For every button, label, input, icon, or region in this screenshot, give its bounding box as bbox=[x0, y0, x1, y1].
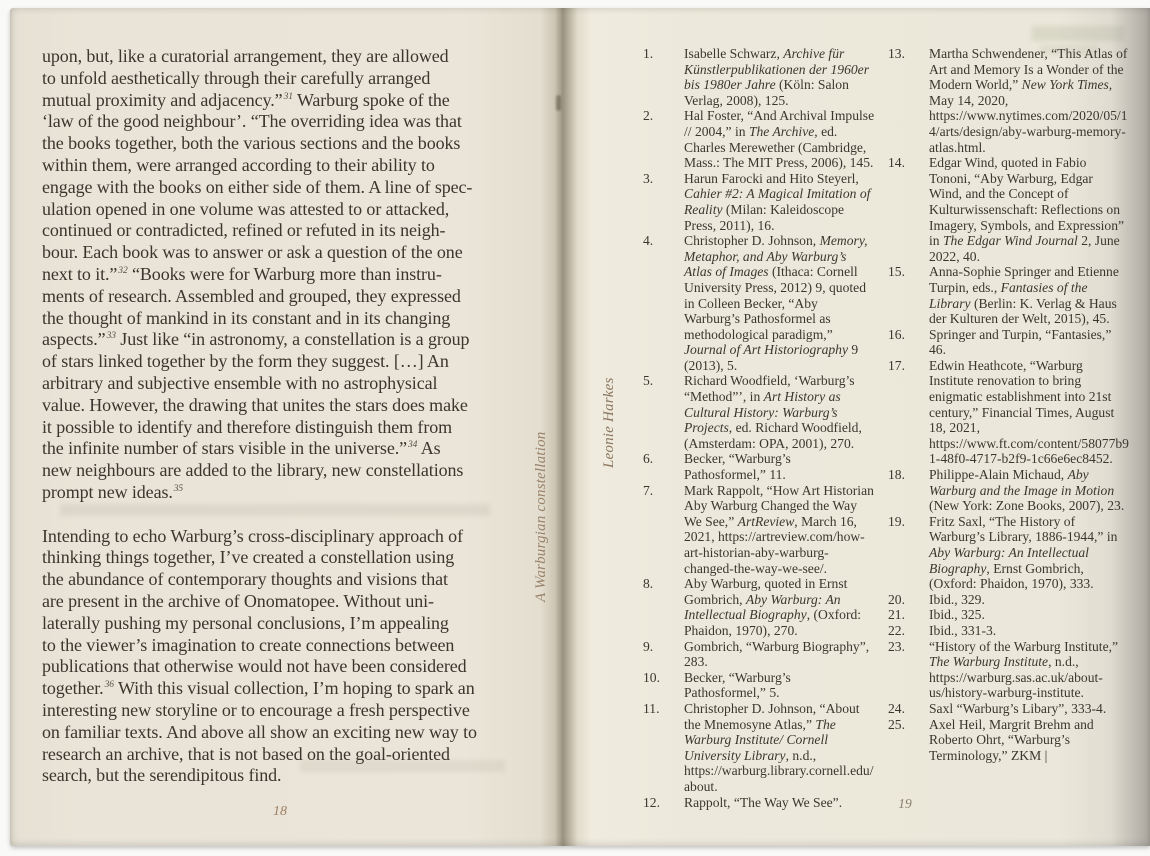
italic-title-run: Journal of Art Historiography bbox=[684, 342, 849, 358]
text-run: , n.d., https://warburg.library.cornell.edu/about. bbox=[684, 747, 874, 794]
text-line bbox=[42, 395, 547, 417]
text-run: mutual proximity and adjacency.” bbox=[42, 89, 283, 110]
text-line bbox=[42, 678, 547, 700]
text-run: , (Oxford: Phaidon, 1970), 270. bbox=[684, 607, 862, 638]
text-run: Rappolt, “The Way We See”. bbox=[684, 794, 843, 810]
italic-title-run: ArtReview bbox=[737, 513, 795, 529]
note-item bbox=[888, 592, 1129, 608]
text-run: Isabelle Schwarz, bbox=[684, 46, 784, 61]
note-item bbox=[643, 171, 876, 233]
note-text bbox=[684, 233, 876, 373]
footnote-marker: 34 bbox=[408, 440, 418, 451]
note-text bbox=[929, 623, 1129, 639]
text-run: ‘law of the good neighbour’. “The overriding idea was that bbox=[42, 111, 462, 132]
text-line bbox=[42, 90, 547, 112]
text-run: upon, but, like a curatorial arrangement, they are allowed bbox=[42, 46, 449, 66]
text-run: , ed. Richard Woodfield, (Amsterdam: OPA, 2001), 270. bbox=[684, 420, 862, 451]
text-run: (Berlin: K. Verlag & Haus der Kulturen der Welt, 2015), 45. bbox=[929, 295, 1117, 327]
footnote-marker: 31 bbox=[283, 91, 293, 102]
note-number: 11. bbox=[643, 700, 660, 716]
note-text bbox=[684, 46, 876, 108]
footnote-marker: 35 bbox=[173, 483, 184, 494]
note-text bbox=[684, 576, 876, 638]
text-run: Aby Warburg, quoted in Ernst Gombrich, bbox=[684, 576, 848, 607]
text-run: of stars linked together by the form they suggest. […] An bbox=[42, 351, 449, 372]
text-run: bour. Each book was to answer or ask a question of the one bbox=[42, 242, 463, 263]
text-run: Christopher D. Johnson, “About the Mnemosyne Atlas,” bbox=[684, 700, 860, 732]
note-text bbox=[929, 358, 1129, 467]
note-number: 8. bbox=[643, 576, 654, 592]
margin-caption-title: A Warburgian constellation bbox=[533, 431, 549, 602]
italic-title-run: The Archive bbox=[748, 123, 815, 139]
text-run: interesting new storyline or to encourage a fresh perspective bbox=[42, 699, 470, 720]
text-line bbox=[42, 613, 547, 635]
note-number: 2. bbox=[643, 108, 654, 124]
text-run: Gombrich, “Warburg Biography”, 283. bbox=[684, 638, 870, 670]
text-run: Ibid., 329. bbox=[929, 591, 985, 607]
text-run: prompt new ideas. bbox=[42, 481, 173, 502]
text-run: search, but the serendipitous find. bbox=[42, 765, 282, 786]
note-number: 23. bbox=[888, 638, 905, 654]
text-run: , Ernst Gombrich, (Oxford: Phaidon, 1970), 333. bbox=[929, 560, 1094, 592]
text-line bbox=[42, 635, 547, 657]
note-text bbox=[684, 670, 876, 701]
note-number: 10. bbox=[643, 669, 660, 685]
text-run: , n.d., https://warburg.sas.ac.uk/about-us/history-warburg-institute. bbox=[929, 654, 1103, 701]
text-run: Edwin Heathcote, “Warburg Institute renovation to bring enigmatic establishment into 21st century,” Financial Times, August 18, 2021, https://www.ft.com/content/58077b91-48f0-4717-b2f9-1c66e6ec8452. bbox=[929, 357, 1129, 467]
note-number: 25. bbox=[888, 716, 905, 732]
text-run: the infinite number of stars visible in the universe.” bbox=[42, 438, 408, 459]
text-run: (Köln: Salon Verlag, 2008), 125. bbox=[684, 77, 849, 108]
note-number: 13. bbox=[888, 46, 905, 61]
text-run: As bbox=[417, 438, 441, 459]
text-run: 2, June 2022, 40. bbox=[929, 233, 1120, 264]
text-line bbox=[42, 308, 547, 330]
note-item bbox=[888, 155, 1129, 264]
text-line bbox=[42, 482, 547, 504]
note-text bbox=[684, 171, 876, 233]
text-run: Axel Heil, Margrit Brehm and Roberto Ohrt, “Warburg’s Terminology,” ZKM | bbox=[929, 716, 1094, 763]
note-number: 7. bbox=[643, 482, 654, 498]
italic-title-run: Aby Warburg: An Intellectual Biography bbox=[929, 545, 1089, 576]
italic-title-run: Cahier #2: A Magical Imitation of Reality bbox=[684, 186, 871, 217]
text-line bbox=[42, 438, 547, 460]
text-run: ments of research. Assembled and grouped, they expressed bbox=[42, 285, 461, 306]
text-run: Fritz Saxl, “The History of Warburg’s Library, 1886-1944,” in bbox=[929, 513, 1118, 545]
note-item bbox=[643, 233, 876, 373]
note-item bbox=[888, 264, 1129, 326]
body-paragraph bbox=[42, 526, 547, 788]
text-run: Saxl “Warburg’s Libary”, 333-4. bbox=[929, 700, 1107, 716]
text-run: the abundance of contemporary thoughts and visions that bbox=[42, 569, 448, 590]
text-line bbox=[42, 591, 547, 613]
note-item bbox=[643, 639, 876, 670]
note-item bbox=[643, 701, 876, 795]
note-number: 9. bbox=[643, 638, 654, 654]
text-line bbox=[42, 111, 547, 133]
bleedthrough-smudge bbox=[1032, 26, 1124, 41]
text-run: the books together, both the various sections and the books bbox=[42, 133, 461, 154]
text-run: With this visual collection, I’m hoping to spark an bbox=[113, 678, 475, 699]
page-number-right: 19 bbox=[898, 796, 912, 811]
text-line bbox=[42, 460, 547, 482]
note-number: 12. bbox=[643, 794, 660, 810]
text-line bbox=[42, 242, 547, 264]
text-run: ulation opened in one volume was attested to or attacked, bbox=[42, 198, 450, 219]
text-line bbox=[42, 700, 547, 722]
body-text-block bbox=[42, 46, 547, 787]
note-number: 3. bbox=[643, 170, 654, 186]
note-text bbox=[929, 467, 1129, 514]
note-item bbox=[888, 623, 1129, 639]
text-run: it possible to identify and therefore distinguish them from bbox=[42, 416, 453, 437]
note-number: 17. bbox=[888, 357, 905, 373]
text-run: (New York: Zone Books, 2007), 23. bbox=[929, 498, 1125, 514]
footnote-marker: 33 bbox=[106, 331, 116, 342]
note-text bbox=[929, 327, 1129, 358]
text-line bbox=[42, 351, 547, 373]
text-run: Hal Foster, “And Archival Impulse // 2004,” in bbox=[684, 108, 875, 139]
text-run: thinking things together, I’ve created a constellation using bbox=[42, 547, 455, 568]
text-line bbox=[42, 177, 547, 199]
text-run: to the viewer’s imagination to create connections between bbox=[42, 634, 455, 655]
note-text bbox=[684, 451, 876, 482]
text-run: Harun Farocki and Hito Steyerl, bbox=[684, 170, 859, 186]
text-run: (Milan: Kaleidoscope Press, 2011), 16. bbox=[684, 201, 845, 233]
text-line bbox=[42, 547, 547, 569]
note-item bbox=[888, 467, 1129, 514]
margin-caption-author: Leonie Harkes bbox=[601, 377, 617, 468]
text-line bbox=[42, 329, 547, 351]
note-item bbox=[888, 639, 1129, 701]
text-run: continued or contradicted, refined or refuted in its neigh- bbox=[42, 220, 446, 241]
text-run: Mark Rappolt, “How Art Historian Aby Warburg Changed the Way We See,” bbox=[684, 482, 874, 529]
note-item bbox=[888, 514, 1129, 592]
text-run: Intending to echo Warburg’s cross-disciplinary approach of bbox=[42, 525, 463, 546]
endnotes-column-1 bbox=[643, 46, 876, 810]
text-run: , March 16, 2021, https://artreview.com/how-art-historian-aby-warburg-changed-the-way-we-see/. bbox=[684, 513, 865, 576]
note-item bbox=[643, 46, 876, 108]
footnote-marker: 32 bbox=[118, 265, 128, 276]
text-line bbox=[42, 68, 547, 90]
text-line bbox=[42, 133, 547, 155]
note-text bbox=[929, 592, 1129, 608]
text-run: engage with the books on either side of them. A line of spec- bbox=[42, 176, 473, 197]
note-number: 6. bbox=[643, 451, 654, 467]
note-text bbox=[929, 639, 1129, 701]
text-run: Martha Schwendener, “This Atlas of Art and Memory Is a Wonder of the Modern World,” bbox=[929, 46, 1128, 93]
text-run: Philippe-Alain Michaud, bbox=[929, 467, 1068, 483]
text-run: , May 14, 2020, https://www.nytimes.com/2020/05/14/arts/design/aby-warburg-memory-atlas.html. bbox=[929, 77, 1128, 155]
text-run: on familiar texts. And above all show an exciting new way to bbox=[42, 721, 477, 742]
note-item bbox=[643, 483, 876, 577]
note-item bbox=[888, 717, 1129, 764]
note-number: 18. bbox=[888, 467, 905, 483]
text-run: aspects.” bbox=[42, 329, 106, 350]
text-line bbox=[42, 526, 547, 548]
text-line bbox=[42, 286, 547, 308]
note-item bbox=[643, 108, 876, 170]
text-run: publications that otherwise would not have been considered bbox=[42, 656, 467, 677]
italic-title-run: Art History as Cultural History: Warburg’s Projects bbox=[684, 389, 841, 436]
footnote-marker: 36 bbox=[104, 680, 114, 691]
italic-title-run: Memory, Metaphor, and Aby Warburg’s Atlas of Images bbox=[684, 233, 868, 280]
note-text bbox=[684, 701, 876, 795]
note-text bbox=[929, 514, 1129, 592]
italic-title-run: Archive für Künstlerpublikationen der 1960er bis 1980er Jahre bbox=[684, 46, 870, 93]
text-run: Becker, “Warburg’s Pathosformel,” 11. bbox=[684, 451, 791, 483]
italic-title-run: Fantasies of the Library bbox=[929, 279, 1088, 311]
italic-title-run: Aby Warburg: An Intellectual Biography bbox=[684, 591, 841, 623]
text-run: Just like “in astronomy, a constellation is a group bbox=[115, 329, 470, 350]
text-run: Edgar Wind, quoted in Fabio Tononi, “Aby Warburg, Edgar Wind, and the Concept of Kulturwissenschaft: Reflections on Imagery, Symbols, and Expression” in bbox=[929, 155, 1125, 249]
note-text bbox=[929, 717, 1129, 764]
text-run: value. However, the drawing that unites the stars does make bbox=[42, 394, 468, 415]
text-line bbox=[42, 656, 547, 678]
note-item bbox=[888, 327, 1129, 358]
text-run: Anna-Sophie Springer and Etienne Turpin, eds., bbox=[929, 264, 1119, 295]
note-text bbox=[929, 701, 1129, 717]
text-line bbox=[42, 220, 547, 242]
note-text bbox=[929, 46, 1129, 155]
text-run: next to it.” bbox=[42, 263, 118, 284]
note-item bbox=[643, 670, 876, 701]
note-text bbox=[684, 639, 876, 670]
italic-title-run: Aby Warburg and the Image in Motion bbox=[929, 467, 1115, 498]
text-line bbox=[42, 417, 547, 439]
text-run: to unfold aesthetically through their carefully arranged bbox=[42, 67, 431, 88]
note-text bbox=[684, 108, 876, 170]
note-number: 14. bbox=[888, 155, 905, 171]
text-run: Becker, “Warburg’s Pathosformel,” 5. bbox=[684, 669, 791, 701]
text-line bbox=[42, 264, 547, 286]
page-number-left: 18 bbox=[273, 804, 287, 819]
text-run: Warburg spoke of the bbox=[292, 89, 450, 110]
note-item bbox=[643, 576, 876, 638]
note-number: 15. bbox=[888, 264, 905, 280]
note-number: 24. bbox=[888, 700, 905, 716]
note-number: 20. bbox=[888, 591, 905, 607]
endnotes-column-2 bbox=[888, 46, 1129, 763]
italic-title-run: The Edgar Wind Journal bbox=[942, 233, 1078, 249]
body-paragraph bbox=[42, 46, 547, 504]
text-run: Ibid., 325. bbox=[929, 607, 985, 623]
text-run: “Books were for Warburg more than instru- bbox=[127, 263, 442, 284]
italic-title-run: The Warburg Institute bbox=[929, 654, 1049, 670]
text-run: , ed. Charles Merewether (Cambridge, Mass.: The MIT Press, 2006), 145. bbox=[684, 123, 874, 171]
note-text bbox=[684, 373, 876, 451]
text-line bbox=[42, 46, 547, 68]
text-run: 9 (2013), 5. bbox=[684, 342, 859, 373]
note-item bbox=[888, 358, 1129, 467]
note-item bbox=[643, 451, 876, 482]
text-line bbox=[42, 765, 547, 787]
text-run: Ibid., 331-3. bbox=[929, 622, 997, 638]
text-line bbox=[42, 569, 547, 591]
text-run: arbitrary and subjective ensemble with no astrophysical bbox=[42, 372, 438, 393]
text-run: the thought of mankind in its constant and in its changing bbox=[42, 307, 451, 328]
note-text bbox=[684, 795, 876, 811]
note-text bbox=[684, 483, 876, 577]
text-run: Christopher D. Johnson, bbox=[684, 233, 820, 249]
note-item bbox=[643, 795, 876, 811]
note-item bbox=[888, 607, 1129, 623]
text-run: within them, were arranged according to their ability to bbox=[42, 154, 435, 175]
note-item bbox=[888, 46, 1129, 155]
note-text bbox=[929, 607, 1129, 623]
italic-title-run: New York Times bbox=[1021, 77, 1109, 93]
text-run: together. bbox=[42, 678, 104, 699]
text-run: new neighbours are added to the library, new constellations bbox=[42, 460, 464, 481]
text-run: laterally pushing my personal conclusions, I’m appealing bbox=[42, 612, 449, 633]
note-text bbox=[929, 155, 1129, 264]
note-item bbox=[643, 373, 876, 451]
note-number: 21. bbox=[888, 607, 905, 623]
text-line bbox=[42, 744, 547, 766]
text-run: research an archive, that is not based on the goal-oriented bbox=[42, 743, 450, 764]
note-number: 4. bbox=[643, 233, 654, 249]
text-run: are present in the archive of Onomatopee. Without uni- bbox=[42, 590, 434, 611]
italic-title-run: The Warburg Institute/ Cornell University Library bbox=[684, 716, 836, 763]
note-number: 1. bbox=[643, 46, 654, 61]
text-run: Springer and Turpin, “Fantasies,” 46. bbox=[929, 326, 1112, 358]
note-number: 22. bbox=[888, 622, 905, 638]
text-line bbox=[42, 155, 547, 177]
text-run: Richard Woodfield, ‘Warburg’s “Method”’, in bbox=[684, 373, 855, 405]
text-line bbox=[42, 373, 547, 395]
note-number: 5. bbox=[643, 373, 654, 389]
text-line bbox=[42, 199, 547, 221]
gutter-fleck bbox=[556, 95, 561, 111]
text-line bbox=[42, 722, 547, 744]
note-item bbox=[888, 701, 1129, 717]
text-run: “History of the Warburg Institute,” bbox=[929, 638, 1119, 654]
note-number: 19. bbox=[888, 513, 905, 529]
text-run: (Ithaca: Cornell University Press, 2012) 9, quoted in Colleen Becker, “Aby Warburg’s Pathosformel as methodological paradigm,” bbox=[684, 264, 866, 342]
note-number: 16. bbox=[888, 326, 905, 342]
note-text bbox=[929, 264, 1129, 326]
